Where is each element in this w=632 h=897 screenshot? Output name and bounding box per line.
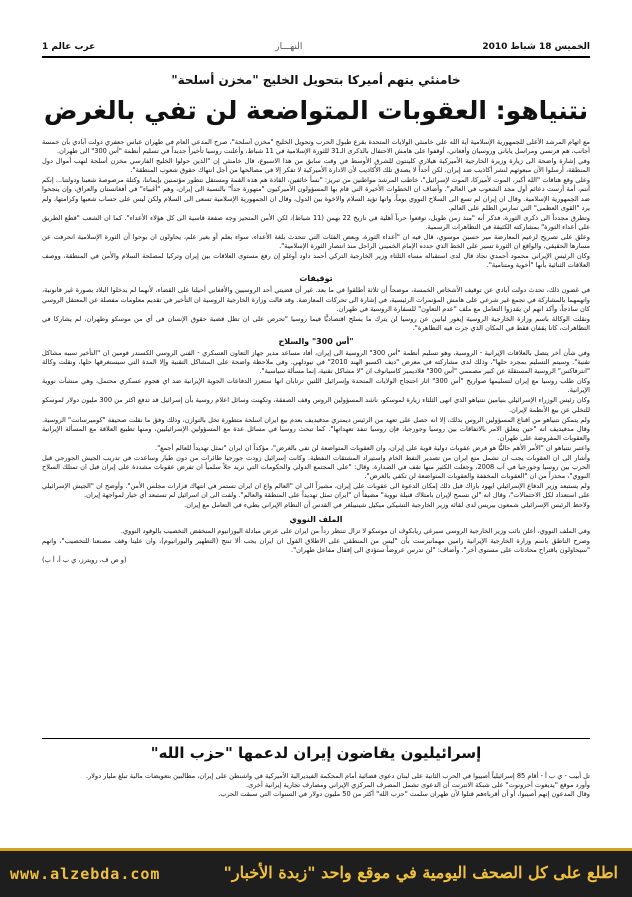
masthead-logo: النهـــار xyxy=(275,42,303,52)
second-article-headline: إسرائيليون يقاضون إيران لدعمها "حزب الله" xyxy=(150,744,482,762)
paragraph: وكان الرئيس الإيراني محمود أحمدي نجاد قال لدى استقباله مساء الثلثاء وزير الخارجية التركي أحمد داود أوغلو إن رفع مستوى العلاقات بين إيران وتركيا لمصلحة السلام والأمن في المنطقة، ووصف العلاقات الثنائية بأنها "أخوية ومتنامية". xyxy=(42,252,590,270)
paragraph: وأشار الى ان العقوبات يجب ان تشمل منع ايران من تصدير النفط الخام واستيراد المشتقات النفطية. وكانت إسرائيل زودت جورجيا طائرات من دون طيار وساعدت في تدريب الجيش الجورجي قبل الحرب بين روسيا وجورجيا في آب 2008، وجعلت الكثير منها تقف في الصدارة. وقال: "على المجتمع الدولي والحكومات التي تريد حلاً سلمياً ان تفرض عقوبات مشددة على إيران قبل ان تمتلك السلاح النووي"، محذراً من ان "العقوبات المخففة والعقوبات المتواضعة لن تكفي بالغرض". xyxy=(42,454,590,481)
promo-banner[interactable] xyxy=(0,848,632,897)
issue-date: الخميس 18 شباط 2010 xyxy=(482,42,590,52)
paragraph: وكان طلب روسيا مع إيران لتسليمها صواريخ "أس 300" اثار احتجاج الولايات المتحدة وإسرائيل اللتين ترتابان انها ستعزز الدفاعات الجوية الإيرانية ضد اي هجوم عسكري محتمل، وهي منشآت نووية الإيرانية. xyxy=(42,377,590,395)
paragraph: ولاحظ الرئيس الإسرائيلي شمعون بيريس لدى لقائه وزير الخارجية التشيكي ميكيل شينبيلغر في القدس أن النظام الإيراني بطيء في التعامل مع إيران. xyxy=(184,501,590,510)
paragraph: ولم يتمكن نتنياهو من اقناع المسؤولين الروس بذلك، إلا انه حصل على تعهد من الرئيس ديمتري مدفيديف بعدم بيع ايران اسلحة متطورة تخل بالتوازن، وذلك وفق ما نقلت صحيفة "كوميرسانت" الروسية. وقال مدفيديف انه "حين يتعلق الامر بالاتفاقات بين روسيا وجورجيا، فإن روسيا تنفذ تعهداتها". كما تبحث روسيا في مسائل عدة مع المسؤولين الإسرائيليين، ومنها تطبيع العلاقة مع المسألة الإيرانية والعقوبات المفروضة على طهران. xyxy=(42,415,590,442)
paragraph: وفي إشارة واضحة الى زيارة وزيرة الخارجية الأميركية هيلاري كلينتون للشرق الأوسط في وقت سابق من هذا الاسبوع، قال خامنئي إن "الذين حولوا الخليج الفارسي مخزن أسلحة لنهب أموال دول المنطقة، أرسلوا الآن مبعوثهم لنشر أكاذيب ضد إيران. لكن أحداً لا يصدق تلك الأكاذيب لأن الادارة الأميركية لا تفكر إلا في مصالحها من أجل انتهاك حقوق شعوب المنطقة". xyxy=(42,157,590,175)
paragraph: وفي الملف النووي، أعلن نائب وزير الخارجية الروسي سيرغي ريابكوف ان موسكو لا تزال تنتظر رداً من ايران على عرض مبادلة اليورانيوم المنخفض التخصيب بالوقود النووي. xyxy=(120,526,590,535)
paragraph: وصرح الناطق باسم وزارة الخارجية الإيرانية رامين مهمانبرست بأن "ليس من المنطقي على الاطلاق القول ان ايران يجب ألا تنتج (التطهير واليورانيوم)، وان علينا وقف مصنعنا للتخصيب"، وانهم "سيحاولون باقتراح محادثات على مستوى آخر". وأضاف: "لن ندرس عروضاً ستؤدي الى إقفال مفاعل طهران". xyxy=(42,536,590,554)
page-header xyxy=(42,40,590,54)
site-url-link[interactable]: www.alzebda.com xyxy=(10,865,161,883)
agency-signature: (و ص ف، رويترز، ي ب أ، أ ب) xyxy=(42,555,127,564)
paragraph: تل أبيب - ي ب أ - أقام 85 إسرائيلياً أصيبوا في الحرب الثانية على لبنان دعوى قضائية أمام المحكمة الفيديرالية الأميركية في واشنطن على إيران، مطالبين بتعويضات مالية تبلغ مليار دولار. xyxy=(85,772,590,780)
promo-text: اطلع على كل الصحف اليومية في موقع واحد "زبدة الأخبار" xyxy=(223,863,618,882)
paragraph: ولم يستبعد وزير الدفاع الإسرائيلي ايهود باراك قبل ذلك إمكان الدعوة الى عقوبات على إيران، مشيراً الى ان "العالم واع ان ايران تستمر في انتهاك قرارات مجلس الأمن". وأوضح ان "الجيش الإسرائيلي على استعداد لكل الاحتمالات"، وقال انه "لن نسمح لإيران بامتلاك قنبلة نووية" مضيفاً ان "ايران تمثل تهديداً على المنطقة والعالم". ولفت الى ان اسرائيل لم تستبعد أي خيار لمواجهة إيران. xyxy=(42,482,590,500)
paragraph: ونقلت الوكالة باسم وزارة الخارجية الروسية إيغور ليابين عن روسيا لن يترك ما يسلح اقتصاديًّا فيما روسيا "تحرص على ان تظل قضية حقوق الإنسان في أي من موسكو وطهران، لم يشاركا في التظاهرات، كانا يقفان فقط في المكان الذي جرت فيه التظاهرة". xyxy=(42,314,590,332)
paragraph: وعلق على تصريح لزعيم المعارضة مير حسين موسوي، قال فيه ان "أعداء الثورة، وبعض الفئات التي تتحدث بلغة الأعداء، سواء بعلم أو بغير علم، يحاولون ان يوحوا أن الثورة الإسلامية انحرفت عن مسارها الحقيقي، والواقع ان الثورة تسير على الخط الذي حدده الإمام الخميني الراحل منذ انتصار الثورة الإسلامية". xyxy=(42,232,590,251)
paragraph: وعلى وقع هتافات "الله أكبر، الموت لأميركا، الموت لإسرائيل"، خاطب المرشد مواطنين من تبريز: "نسأ خائفين، القادة هم هذه القمة ومستقل نتطور مؤتمنين بإيماننا، وكتلة مرصوصة شعبنا ودولتنا... إنكم أنتم، أمة أرست دعائم أول مجد الشعوب في العالم". وأضاف ان الخطوات الأخيرة التي قام بها المسؤولون الأميركيون "متهورة جداً" بالنسبة الى إيران، وهم "أغبياء" في أفغانستان والعراق، وإن ينجحوا ضد الجمهورية الإسلامية. وقال ان إيران لم تسع الى السلاح النووي يوماً، وانها تؤيد السلام والاخوة بين الدول، وقال ان الجمهورية الإسلامية تسعى الى السلام ولكن ليس على حساب شعبها وكرامتها، ولم يرد "القوى العظمى" التي تمارس الظلم على العالم. xyxy=(42,176,590,212)
subheading-s300: "أس 300" والسلاح xyxy=(278,336,354,346)
paragraph: وأورد موقع "يديعوت أحرونوت" على شبكة الانترنت أن الدعوى تشمل المصرف المركزي الإيراني ومصارف تجارية إيرانية أخرى. xyxy=(245,781,590,790)
paragraph: وكان رئيس الوزراء الإسرائيلي بنيامين نتنياهو الذي انهى الثلثاء زيارة لموسكو، ناشد المسؤولين الروس وقف الصفقة، وتكهنت وسائل اعلام روسية بأن إسرائيل قد تدفع اكثر من 300 مليون دولار لموسكو للتخلي عن بيع الأنظمة لإيران. xyxy=(42,396,590,414)
header-rule xyxy=(42,56,590,58)
subheading-arrests: توقيفات xyxy=(299,274,333,284)
article-body xyxy=(42,138,590,733)
subheading-nuclear: الملف النووي xyxy=(289,514,343,524)
paragraph: وفي شأن آخر يتصل بالعلاقات الإيرانية - الروسية، وهو تسليم أنظمة "أس 300" الروسية الى إيران، أفاد مساعد مدير جهاز التعاون العسكري - الفني الروسي الكسندر فومين ان "التأخير سببه مشاكل تقنية". وسيتم التسليم بمجرد حلها"، وذلك لدى مشاركته في معرض "ديف اكسبو الهند 2010" في نيودلهي. وفي ملاحظة واضحة على المشاكل التقنية وإلا المدة التي سيستغرقها حلها، ونقلت وكالة "انترفاكس" الروسية المستقلة عن كبير مصممي "أس 300" قلاديمير كاسيانوف ان "لا مشاكل تقنية، إنما مسألة سياسية". xyxy=(42,348,590,376)
article-headline: نتنياهو: العقوبات المتواضعة لن تفي بالغرض xyxy=(43,96,589,125)
paragraph: واعتبر نتنياهو ان "الأمر الأهم حاليًّا هو فرض عقوبات دولية قوية على إيران، وان العقوبات المتواضعة لن تفي بالغرض"، مؤكداً ان ايران "تمثل تهديداً للعالم أجمع". xyxy=(154,443,590,452)
article-divider xyxy=(42,738,590,739)
paragraph: مع اتهام المرشد الأعلى للجمهورية الإسلامية آية الله علي خامنئي الولايات المتحدة بقرع طبول الحرب وتحويل الخليج "مخزن أسلحة"، صرح المدعي العام في طهران عباس جعفري دولت آبادي بأن خمسة أجانب، هم فرنسي ومراسل ياباني وروسيان وأفغاني، أوقفوا على هامش الاحتفال بالذكرى الـ31 للثورة الإسلامية في 11 شباط، وأعلنت روسيا تأخيراً جديداً في تسليم أنظمة "أس 300" الى طهران. xyxy=(42,138,590,156)
second-article-body xyxy=(42,772,590,799)
article-kicker: خامنئي يتهم أميركا بتحويل الخليج "مخزن أسلحة" xyxy=(171,73,461,87)
paragraph: وتطرق مجدداً الى ذكرى الثورة، فذكر أنه "منذ زمن طويل، توقعوا حرباً أهلية في تاريخ 22 بهمن (11 شباط)، لكن الأمن المتحيز وجه صفعة قاسية الى كل هؤلاء الأعداء". كما ان الشعب "قطع الطريق على أعداء الثورة" بمشاركته الكثيفة في التظاهرات الرسمية. xyxy=(42,213,590,231)
paragraph: وقال المدعون إنهم أصيبوا، أو أن أقرباءهم قتلوا لأن طهران سلمت "حزب الله" أكثر من 50 مليون دولار في السنوات التي سبقت الحرب. xyxy=(218,790,590,799)
paragraph: في غضون ذلك، تحدث دولت آبادي عن توقيف الأشخاص الخمسة، موضحاً أن ثلاثة أطلقوا في ما بعد. غير أن قضيتي أحد الروسيين والأفغاني أحيلتا على القضاء، لأنهما لم يدخلوا البلاد بصورة غير قانونية، واتهمهما بالمشاركة في تجمع غير شرعي على هامش المؤتمرات الرئيسية، في إشارة الى تحركات المعارضة. وقد قالت وزارة الخارجية الروسية ان التأخير في تقديم معلومات مفصلة عن المعتقل الروسي كان ساذجاً، وأكد انهم لن يقدروا التعامل مع ملف "عدم التعاون" للسفارة الروسية في طهران. xyxy=(42,286,590,313)
section-label: عرب عالم 1 xyxy=(42,42,96,52)
